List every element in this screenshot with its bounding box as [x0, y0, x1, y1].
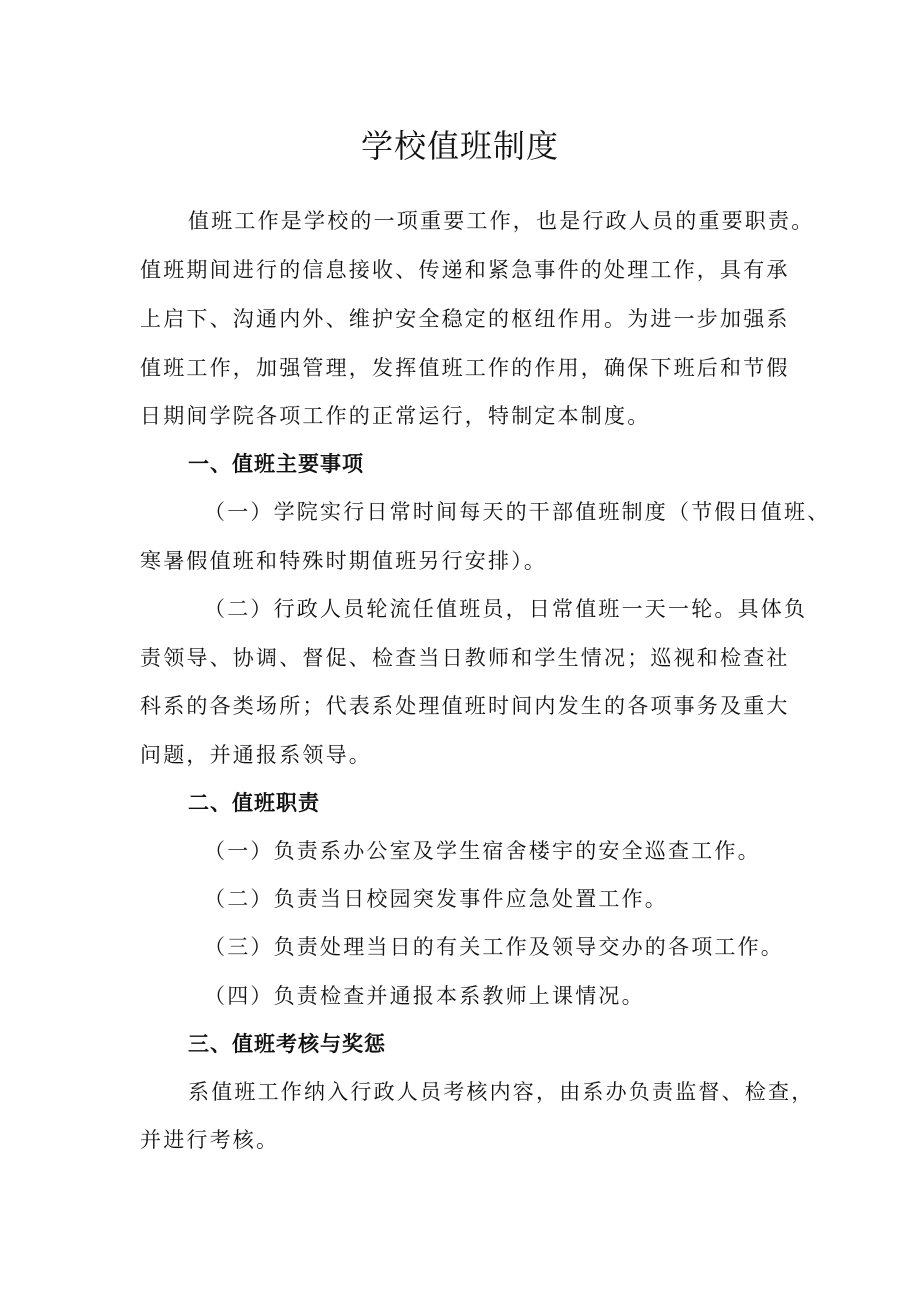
- intro-line-4: 值班工作，加强管理，发挥值班工作的作用，确保下班后和节假: [140, 356, 790, 380]
- section-heading-duty-responsibilities: 二、值班职责: [188, 791, 320, 815]
- section2-item-1: （一）负责系办公室及学生宿舍楼宇的安全巡查工作。: [204, 839, 761, 863]
- document-title: 学校值班制度: [360, 127, 559, 165]
- section-heading-assessment: 三、值班考核与奖惩: [188, 1032, 386, 1056]
- section1-item2-line-3: 科系的各类场所；代表系处理值班时间内发生的各项事务及重大: [140, 694, 790, 718]
- section1-item1-line-1: （一）学院实行日常时间每天的干部值班制度（节假日值班、: [204, 500, 831, 524]
- section3-body-line-1: 系值班工作纳入行政人员考核内容，由系办负责监督、检查，: [188, 1080, 815, 1104]
- intro-line-5: 日期间学院各项工作的正常运行，特制定本制度。: [140, 404, 651, 428]
- intro-line-3: 上启下、沟通内外、维护安全稳定的枢纽作用。为进一步加强系: [140, 307, 790, 331]
- section3-body-line-2: 并进行考核。: [140, 1128, 280, 1152]
- section2-item-2: （二）负责当日校园突发事件应急处置工作。: [204, 887, 668, 911]
- section2-item-4: （四）负责检查并通报本系教师上课情况。: [204, 984, 645, 1008]
- section1-item2-line-1: （二）行政人员轮流任值班员，日常值班一天一轮。具体负: [204, 597, 808, 621]
- section2-item-3: （三）负责处理当日的有关工作及领导交办的各项工作。: [204, 935, 784, 959]
- section1-item2-line-2: 责领导、协调、督促、检查当日教师和学生情况；巡视和检查社: [140, 646, 790, 670]
- section-heading-duty-matters: 一、值班主要事项: [188, 452, 364, 476]
- intro-line-2: 值班期间进行的信息接收、传递和紧急事件的处理工作，具有承: [140, 258, 790, 282]
- section1-item1-line-2: 寒暑假值班和特殊时期值班另行安排）。: [140, 549, 548, 573]
- intro-line-1: 值班工作是学校的一项重要工作，也是行政人员的重要职责。: [188, 209, 815, 233]
- section1-item2-line-4: 问题，并通报系领导。: [140, 743, 372, 767]
